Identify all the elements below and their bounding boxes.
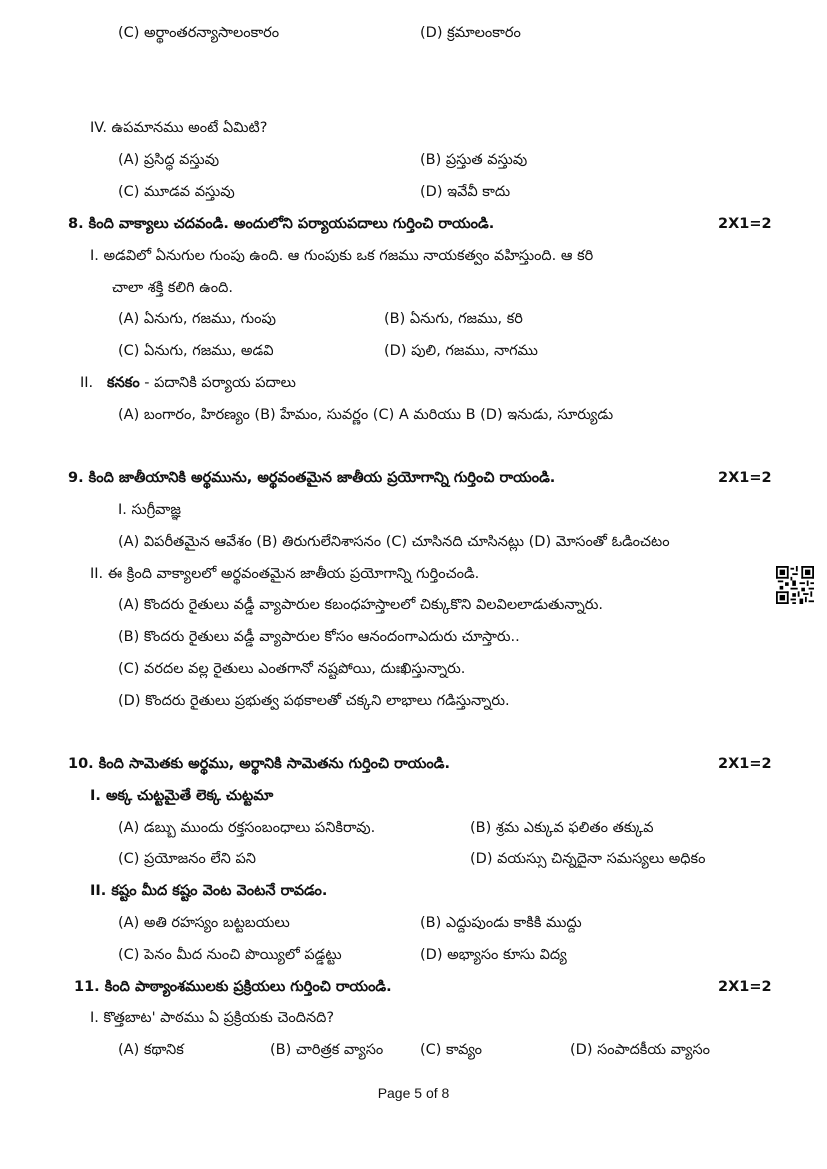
subquestion-ii: II. ఈ క్రింది వాక్యాలలో అర్థవంతమైన జాతీయ ప్రయోగాన్ని గుర్తించండి.: [90, 566, 480, 582]
option-b: (B) ప్రస్తుత వస్తువు: [420, 152, 528, 168]
question-8-passage: I. అడవిలో ఏనుగుల గుంపు ఉంది. ఆ గుంపుకు ఒక గజము నాయకత్వం వహిస్తుంది. ఆ కరి: [90, 248, 594, 264]
page-number: Page 5 of 8: [377, 1085, 450, 1101]
option-a: (A) కథానిక: [118, 1042, 184, 1058]
subquestion-ii: [80, 374, 296, 392]
option-c: (C) పెనం మీద నుంచి పొయ్యిలో పడ్డట్టు: [118, 947, 342, 963]
option-d: (D) ఇవేవీ కాదు: [420, 184, 511, 200]
subquestion-i: I. సుగ్రీవాజ్ఞ: [118, 502, 181, 518]
question-9-heading: 9. కింది జాతీయానికి అర్థమును, అర్థవంతమైన జాతీయ ప్రయోగాన్ని గుర్తించి రాయండి.: [68, 470, 556, 486]
option-b: (B) ఏనుగు, గజము, కరి: [384, 311, 523, 327]
subquestion-i: I. కొత్తబాట' పాఠము ఏ ప్రక్రియకు చెందినది?: [90, 1010, 335, 1026]
option-b: (B) చారిత్రక వ్యాసం: [270, 1042, 384, 1058]
option-a: (A) డబ్బు ముందు రక్తసంబంధాలు పనికిరావు.: [118, 820, 376, 836]
option-a: (A) కొందరు రైతులు వడ్డీ వ్యాపారుల కబంధహస్తాలలో చిక్కుకొని విలవిలలాడుతున్నారు.: [118, 597, 603, 613]
option-b: (B) ఎద్దుపుండు కాకికి ముద్దు: [420, 915, 582, 931]
option-c: (C) అర్థాంతరన్యాసాలంకారం: [118, 25, 280, 41]
option-d: (D) కొందరు రైతులు ప్రభుత్వ పథకాలతో చక్కని లాభాలు గడిస్తున్నారు.: [118, 693, 510, 709]
question-8-passage-cont: చాలా శక్తి కలిగి ఉంది.: [112, 280, 233, 296]
keyword: కనకం: [107, 375, 140, 391]
subquestion-iv: IV. ఉపమానము అంటే ఏమిటి?: [90, 120, 268, 136]
option-d: (D) క్రమాలంకారం: [420, 25, 521, 41]
question-10-heading: 10. కింది సామెతకు అర్థము, అర్థానికి సామెతను గుర్తించి రాయండి.: [68, 756, 451, 772]
option-a: (A) అతి రహస్యం బట్టబయలు: [118, 915, 290, 931]
option-b: (B) కొందరు రైతులు వడ్డీ వ్యాపారుల కోసం ఆనందంగాఎదురు చూస్తారు..: [118, 629, 520, 645]
subquestion-text: - పదానికి పర్యాయ పదాలు: [139, 375, 296, 391]
question-11-marks: 2X1=2: [718, 979, 772, 995]
subquestion-i: I. అక్క చుట్టమైతే లెక్క చుట్టమా: [90, 788, 274, 804]
option-d: (D) అభ్యాసం కూసు విద్య: [420, 947, 567, 963]
question-8-heading: 8. కింది వాక్యాలు చదవండి. అందులోని పర్యాయపదాలు గుర్తించి రాయండి.: [68, 216, 495, 232]
question-9-marks: 2X1=2: [718, 470, 772, 486]
option-c: (C) కావ్యం: [420, 1042, 482, 1058]
option-d: (D) పులి, గజము, నాగము: [384, 343, 538, 359]
option-d: (D) వయస్సు చిన్నదైనా సమస్యలు అధికం: [470, 851, 706, 867]
option-d: (D) సంపాదకీయ వ్యాసం: [570, 1042, 710, 1058]
option-a: (A) ప్రసిద్ధ వస్తువు: [118, 152, 220, 168]
options-row: (A) బంగారం, హిరణ్యం (B) హేమం, సువర్ణం (C) A మరియు B (D) ఇనుడు, సూర్యుడు: [118, 407, 614, 423]
question-10-marks: 2X1=2: [718, 756, 772, 772]
option-c: (C) ప్రయోజనం లేని పని: [118, 851, 256, 867]
option-a: (A) ఏనుగు, గజము, గుంపు: [118, 311, 276, 327]
option-b: (B) శ్రమ ఎక్కువ ఫలితం తక్కువ: [470, 820, 654, 836]
options-row: (A) విపరీతమైన ఆవేశం (B) తిరుగులేనిశాసనం (C) చూసినది చూసినట్లు (D) మోసంతో ఓడించటం: [118, 534, 670, 550]
option-c: (C) ఏనుగు, గజము, అడవి: [118, 343, 274, 359]
question-11-heading: 11. కింది పాఠ్యాంశములకు ప్రక్రియలు గుర్తించి రాయండి.: [74, 979, 392, 995]
question-8-marks: 2X1=2: [718, 216, 772, 232]
subquestion-number: II.: [80, 375, 94, 391]
qr-code-icon: [776, 566, 814, 604]
subquestion-ii: II. కష్టం మీద కష్టం వెంట వెంటనే రావడం.: [90, 883, 328, 899]
option-c: (C) వరదల వల్ల రైతులు ఎంతగానో నష్టపోయి, దుఃఖిస్తున్నారు.: [118, 661, 466, 677]
option-c: (C) మూడవ వస్తువు: [118, 184, 235, 200]
